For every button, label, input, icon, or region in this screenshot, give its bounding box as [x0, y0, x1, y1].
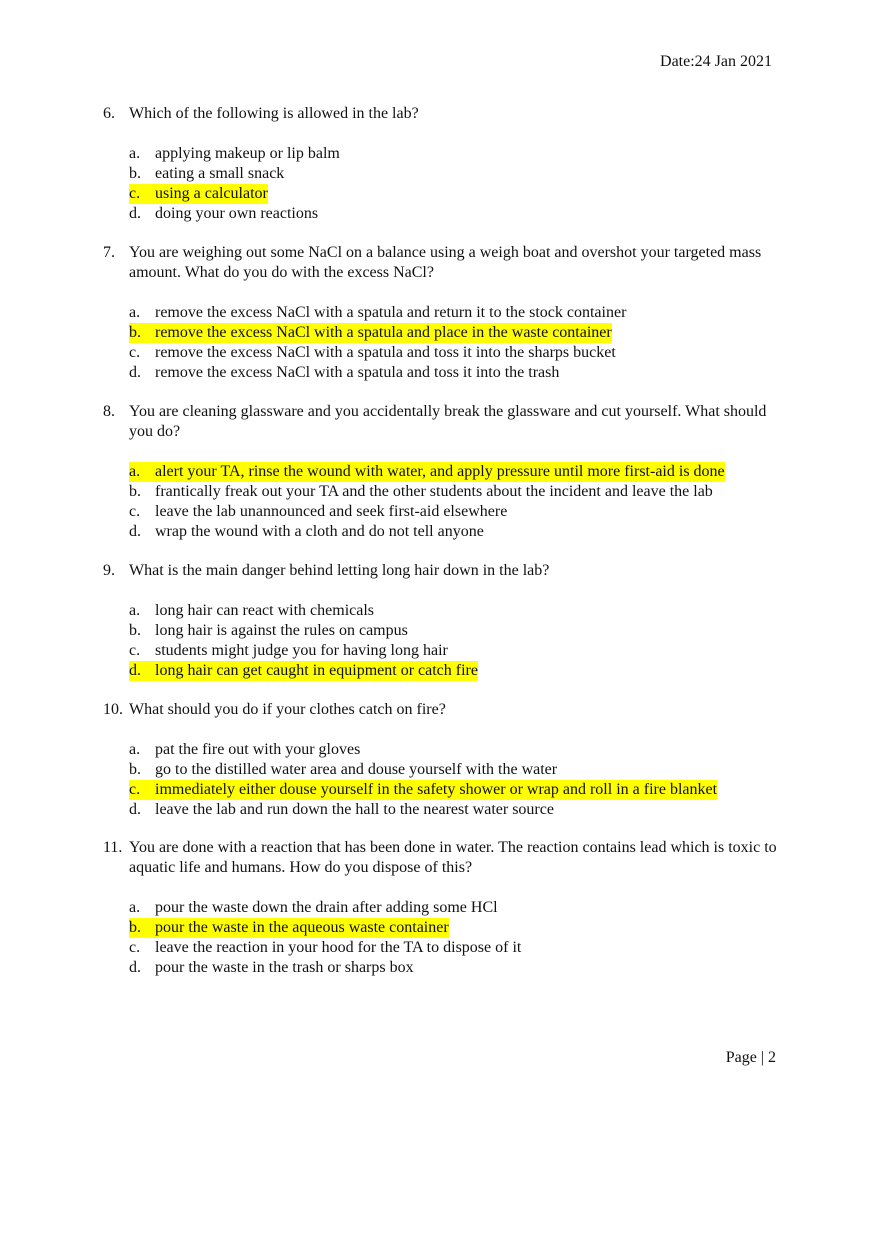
answer-option-text: long hair is against the rules on campus	[155, 622, 408, 639]
answer-option	[129, 363, 783, 383]
answer-option	[129, 144, 783, 164]
question-text	[103, 838, 783, 878]
answer-option-text: pour the waste in the trash or sharps box	[155, 959, 414, 976]
answer-option-letter: b.	[129, 622, 141, 639]
answer-option-letter: b.	[129, 483, 141, 500]
answer-option-text: applying makeup or lip balm	[155, 145, 340, 162]
answer-option-letter: c.	[129, 503, 141, 520]
answer-options	[129, 303, 783, 383]
answer-option-content	[129, 343, 616, 363]
question-number: 11.	[103, 839, 123, 856]
question-block	[103, 402, 783, 542]
answer-option-letter: d.	[129, 205, 141, 222]
answer-option-content	[129, 661, 478, 681]
question-number: 7.	[103, 244, 115, 261]
question-block	[103, 243, 783, 383]
answer-option	[129, 760, 783, 780]
answer-option-text: remove the excess NaCl with a spatula and return it to the stock container	[155, 304, 627, 321]
answer-option	[129, 740, 783, 760]
answer-option-text: leave the lab and run down the hall to the nearest water source	[155, 801, 554, 818]
answer-option-letter: a.	[129, 741, 141, 758]
answer-option-text: remove the excess NaCl with a spatula and toss it into the trash	[155, 364, 560, 381]
question-number: 10.	[103, 701, 123, 718]
answer-option-content	[129, 522, 484, 542]
question-prompt: You are cleaning glassware and you accidentally break the glassware and cut yourself. What should you do?	[129, 403, 767, 440]
answer-option	[129, 621, 783, 641]
question-prompt: You are done with a reaction that has been done in water. The reaction contains lead which is toxic to aquatic life and humans. How do you dispose of this?	[129, 839, 777, 876]
answer-option-content	[129, 780, 717, 800]
question-text	[103, 402, 783, 442]
answer-option-content	[129, 958, 414, 978]
answer-option-letter: a.	[129, 145, 141, 162]
answer-option-letter: a.	[129, 602, 141, 619]
answer-option-letter: b.	[129, 324, 141, 341]
answer-option-text: students might judge you for having long hair	[155, 642, 448, 659]
answer-option	[129, 502, 783, 522]
answer-option-letter: a.	[129, 899, 141, 916]
question-prompt: What should you do if your clothes catch on fire?	[129, 701, 446, 718]
answer-option-content	[129, 164, 284, 184]
answer-option-content	[129, 482, 713, 502]
answer-option-letter: c.	[129, 185, 141, 202]
answer-option-letter: c.	[129, 781, 141, 798]
answer-option-text: go to the distilled water area and douse yourself with the water	[155, 761, 558, 778]
answer-option-text: long hair can get caught in equipment or catch fire	[155, 662, 478, 679]
answer-option-content	[129, 800, 554, 820]
answer-option-letter: d.	[129, 364, 141, 381]
answer-option-text: pat the fire out with your gloves	[155, 741, 361, 758]
answer-option-highlighted	[129, 462, 783, 482]
answer-option-letter: b.	[129, 761, 141, 778]
answer-options	[129, 462, 783, 542]
answer-option-highlighted	[129, 918, 783, 938]
answer-option-content	[129, 641, 448, 661]
answer-option-text: leave the lab unannounced and seek first-aid elsewhere	[155, 503, 508, 520]
answer-option-content	[129, 323, 612, 343]
question-text	[103, 104, 783, 124]
document-date: Date:24 Jan 2021	[660, 53, 772, 70]
question-text	[103, 561, 783, 581]
question-number: 8.	[103, 403, 115, 420]
question-prompt: Which of the following is allowed in the lab?	[129, 105, 419, 122]
answer-option-text: remove the excess NaCl with a spatula and toss it into the sharps bucket	[155, 344, 616, 361]
answer-option	[129, 343, 783, 363]
answer-option	[129, 303, 783, 323]
answer-option-content	[129, 898, 498, 918]
answer-option-text: eating a small snack	[155, 165, 285, 182]
answer-options	[129, 144, 783, 224]
answer-option-content	[129, 621, 408, 641]
answer-option-letter: a.	[129, 304, 141, 321]
answer-option-text: pour the waste in the aqueous waste container	[155, 919, 449, 936]
answer-option-content	[129, 502, 507, 522]
question-block	[103, 700, 783, 820]
page-number: Page | 2	[725, 1049, 776, 1066]
answer-option-text: long hair can react with chemicals	[155, 602, 375, 619]
answer-option-text: leave the reaction in your hood for the TA to dispose of it	[155, 939, 522, 956]
answer-option-text: frantically freak out your TA and the other students about the incident and leave the lab	[155, 483, 713, 500]
answer-options	[129, 740, 783, 820]
answer-option-text: doing your own reactions	[155, 205, 319, 222]
answer-option-highlighted	[129, 661, 783, 681]
answer-option-letter: b.	[129, 165, 141, 182]
answer-options	[129, 601, 783, 681]
answer-option-text: remove the excess NaCl with a spatula and place in the waste container	[155, 324, 612, 341]
answer-option-content	[129, 601, 374, 621]
answer-option-text: immediately either douse yourself in the safety shower or wrap and roll in a fire blanket	[155, 781, 718, 798]
answer-option	[129, 601, 783, 621]
answer-option-letter: c.	[129, 642, 141, 659]
answer-option-text: alert your TA, rinse the wound with water, and apply pressure until more first-aid is done	[155, 463, 725, 480]
question-text	[103, 243, 783, 283]
answer-option	[129, 522, 783, 542]
question-prompt: You are weighing out some NaCl on a balance using a weigh boat and overshot your targeted mass amount. What do you do with the excess NaCl?	[129, 244, 762, 281]
answer-option-content	[129, 303, 626, 323]
answer-option	[129, 204, 783, 224]
answer-option-content	[129, 918, 449, 938]
answer-option	[129, 164, 783, 184]
answer-option-content	[129, 938, 521, 958]
answer-option-letter: d.	[129, 662, 141, 679]
question-text	[103, 700, 783, 720]
answer-option-highlighted	[129, 323, 783, 343]
answer-option-content	[129, 184, 268, 204]
question-number: 6.	[103, 105, 115, 122]
answer-option-letter: d.	[129, 523, 141, 540]
answer-option-content	[129, 204, 318, 224]
answer-option	[129, 482, 783, 502]
answer-option-text: wrap the wound with a cloth and do not tell anyone	[155, 523, 484, 540]
answer-option	[129, 641, 783, 661]
answer-option-content	[129, 363, 559, 383]
answer-option	[129, 958, 783, 978]
answer-option-highlighted	[129, 184, 783, 204]
answer-option-letter: c.	[129, 939, 141, 956]
answer-option-content	[129, 760, 557, 780]
answer-option-highlighted	[129, 780, 783, 800]
answer-option-text: pour the waste down the drain after adding some HCl	[155, 899, 498, 916]
answer-option-content	[129, 740, 360, 760]
answer-option-letter: d.	[129, 801, 141, 818]
answer-option-text: using a calculator	[155, 185, 268, 202]
question-block	[103, 104, 783, 224]
answer-option-letter: d.	[129, 959, 141, 976]
question-block	[103, 561, 783, 681]
answer-option	[129, 800, 783, 820]
question-block	[103, 838, 783, 978]
answer-option-letter: a.	[129, 463, 141, 480]
question-prompt: What is the main danger behind letting long hair down in the lab?	[129, 562, 550, 579]
answer-option-content	[129, 144, 340, 164]
answer-option	[129, 898, 783, 918]
question-number: 9.	[103, 562, 115, 579]
answer-option-content	[129, 462, 725, 482]
answer-option	[129, 938, 783, 958]
answer-options	[129, 898, 783, 978]
answer-option-letter: c.	[129, 344, 141, 361]
answer-option-letter: b.	[129, 919, 141, 936]
